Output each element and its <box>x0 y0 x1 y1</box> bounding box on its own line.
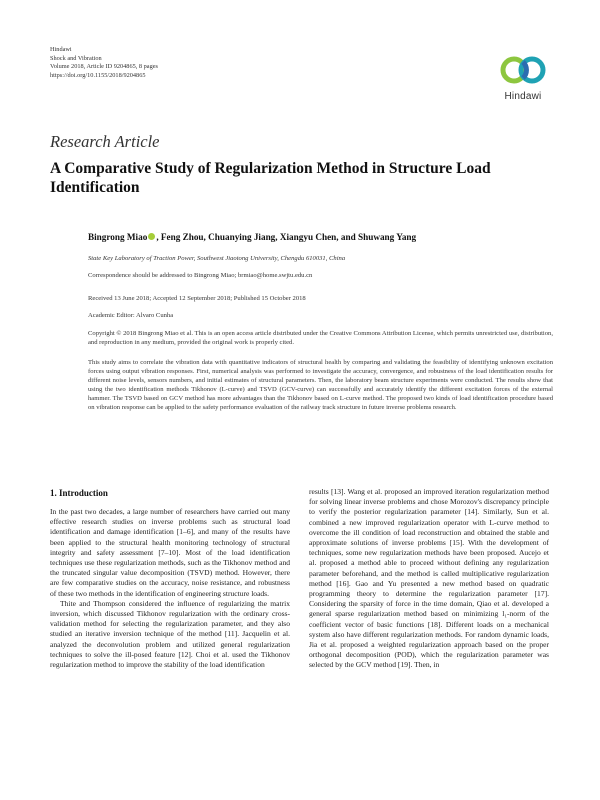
affiliation: State Key Laboratory of Traction Power, Southwest Jiaotong University, Chengdu 610031, China <box>88 255 346 262</box>
column-left <box>50 488 290 670</box>
author-list <box>88 232 416 242</box>
paper-title: A Comparative Study of Regularization Method in Structure Load Identification <box>50 160 491 196</box>
paragraph: results [13]. Wang et al. proposed an improved iteration regularization method for solving linear inverse problems and chose Morozov's discrepancy principle to verify the posterior regularization parameter [14]. Similarly, Sun et al. combined a new improved regularization operator with L-curve method to overcome the ill condition of load reconstruction and obtained the stable and approximate solutions of inverse problems [15]. With the development of techniques, some new regularization methods have been proposed. Aucejo et al. proposed a method able to proceed without defining any regularization parameter beforehand, and the method is called multiplicative regularization method [16]. Gao and Yu presented a new method based on quadratic programming theory to determine the regularization parameter [17]. Considering the sparsity of force in the time domain, Qiao et al. developed a general sparse regularization method based on minimizing l₁-norm of the coefficient vector of basic functions [18]. Different loads on a mechanical system also have different regularization methods. For random dynamic loads, Jia et al. proposed a weighted regularization approach based on the proper orthogonal decomposition (POD), which the regularization parameter was selected by the GCV method [19]. Then, in <box>309 487 549 670</box>
publisher-name: Hindawi <box>50 46 72 53</box>
volume-line: Volume 2018, Article ID 9204865, 8 pages <box>50 63 158 71</box>
academic-editor: Academic Editor: Alvaro Cunha <box>88 312 174 319</box>
publication-dates: Received 13 June 2018; Accepted 12 September 2018; Published 15 October 2018 <box>88 295 306 302</box>
other-authors: , Feng Zhou, Chuanying Jiang, Xiangyu Chen, and Shuwang Yang <box>156 232 417 242</box>
correspondence: Correspondence should be addressed to Bingrong Miao; brmiao@home.swjtu.edu.cn <box>88 272 313 279</box>
paragraph: In the past two decades, a large number of researchers have carried out many effective research studies on inverse problems such as structural load identification and damage identification [1–6], and many of the results have been applied to the structural health monitoring technology of structural integrity and safety assessment [7–10]. Most of the load identification techniques use these regularization methods, such as the Tikhonov method and the truncated singular value decomposition (TSVD) method. However, there are few comparative studies on the accuracy, noise resistance, and robustness of these two methods in the identification of engineering structure loads. <box>50 507 290 598</box>
journal-meta <box>50 46 158 80</box>
logo-wordmark: Hindawi <box>504 91 542 102</box>
orcid-icon[interactable] <box>148 233 155 240</box>
journal-name: Shock and Vibration <box>50 54 102 62</box>
column-right <box>309 487 549 671</box>
paragraph: Thite and Thompson considered the influence of regularizing the matrix inversion, which discussed Tikhonov regularization with the ordinary cross-validation method for selecting the regularization parameter, and they also studied an iterative inversion technique of the method [11]. Jacquelin et al. analyzed the deconvolution problem and utilized general regularization techniques to solve the ill-posed feature [12]. Choi et al. used the Tikhonov regularization method to improve the stability of the load identification <box>50 598 290 670</box>
doi-link[interactable]: https://doi.org/10.1155/2018/9204865 <box>50 71 146 79</box>
article-type: Research Article <box>50 132 160 151</box>
abstract: This study aims to correlate the vibration data with quantitative indicators of structural health by comparing and validating the feasibility of identifying unknown excitation forces using output vibration responses. First, numerical analysis was performed to investigate the accuracy, convergence, and robustness of the load identification results for different noise levels, sensors numbers, and initial estimates of structural parameters. Then, the laboratory beam structure experiments were conducted. The results show that using the two identification methods Tikhonov (L-curve) and TSVD (GCV-curve) can successfully and accurately identify the different excitation forces of the external hammer. The TSVD based on GCV method has more advantages than the Tikhonov based on L-curve method. The proposed two kinds of load identification procedure based on vibration response can be applied to the safety performance evaluation of the railway track structure in future inverse problems research. <box>88 359 553 411</box>
section-heading: 1. Introduction <box>50 488 108 498</box>
copyright-notice: Copyright © 2018 Bingrong Miao et al. This is an open access article distributed under the Creative Commons Attribution License, which permits unrestricted use, distribution, and reproduction in any medium, provided the original work is properly cited. <box>88 330 553 346</box>
first-author: Bingrong Miao <box>88 232 148 242</box>
